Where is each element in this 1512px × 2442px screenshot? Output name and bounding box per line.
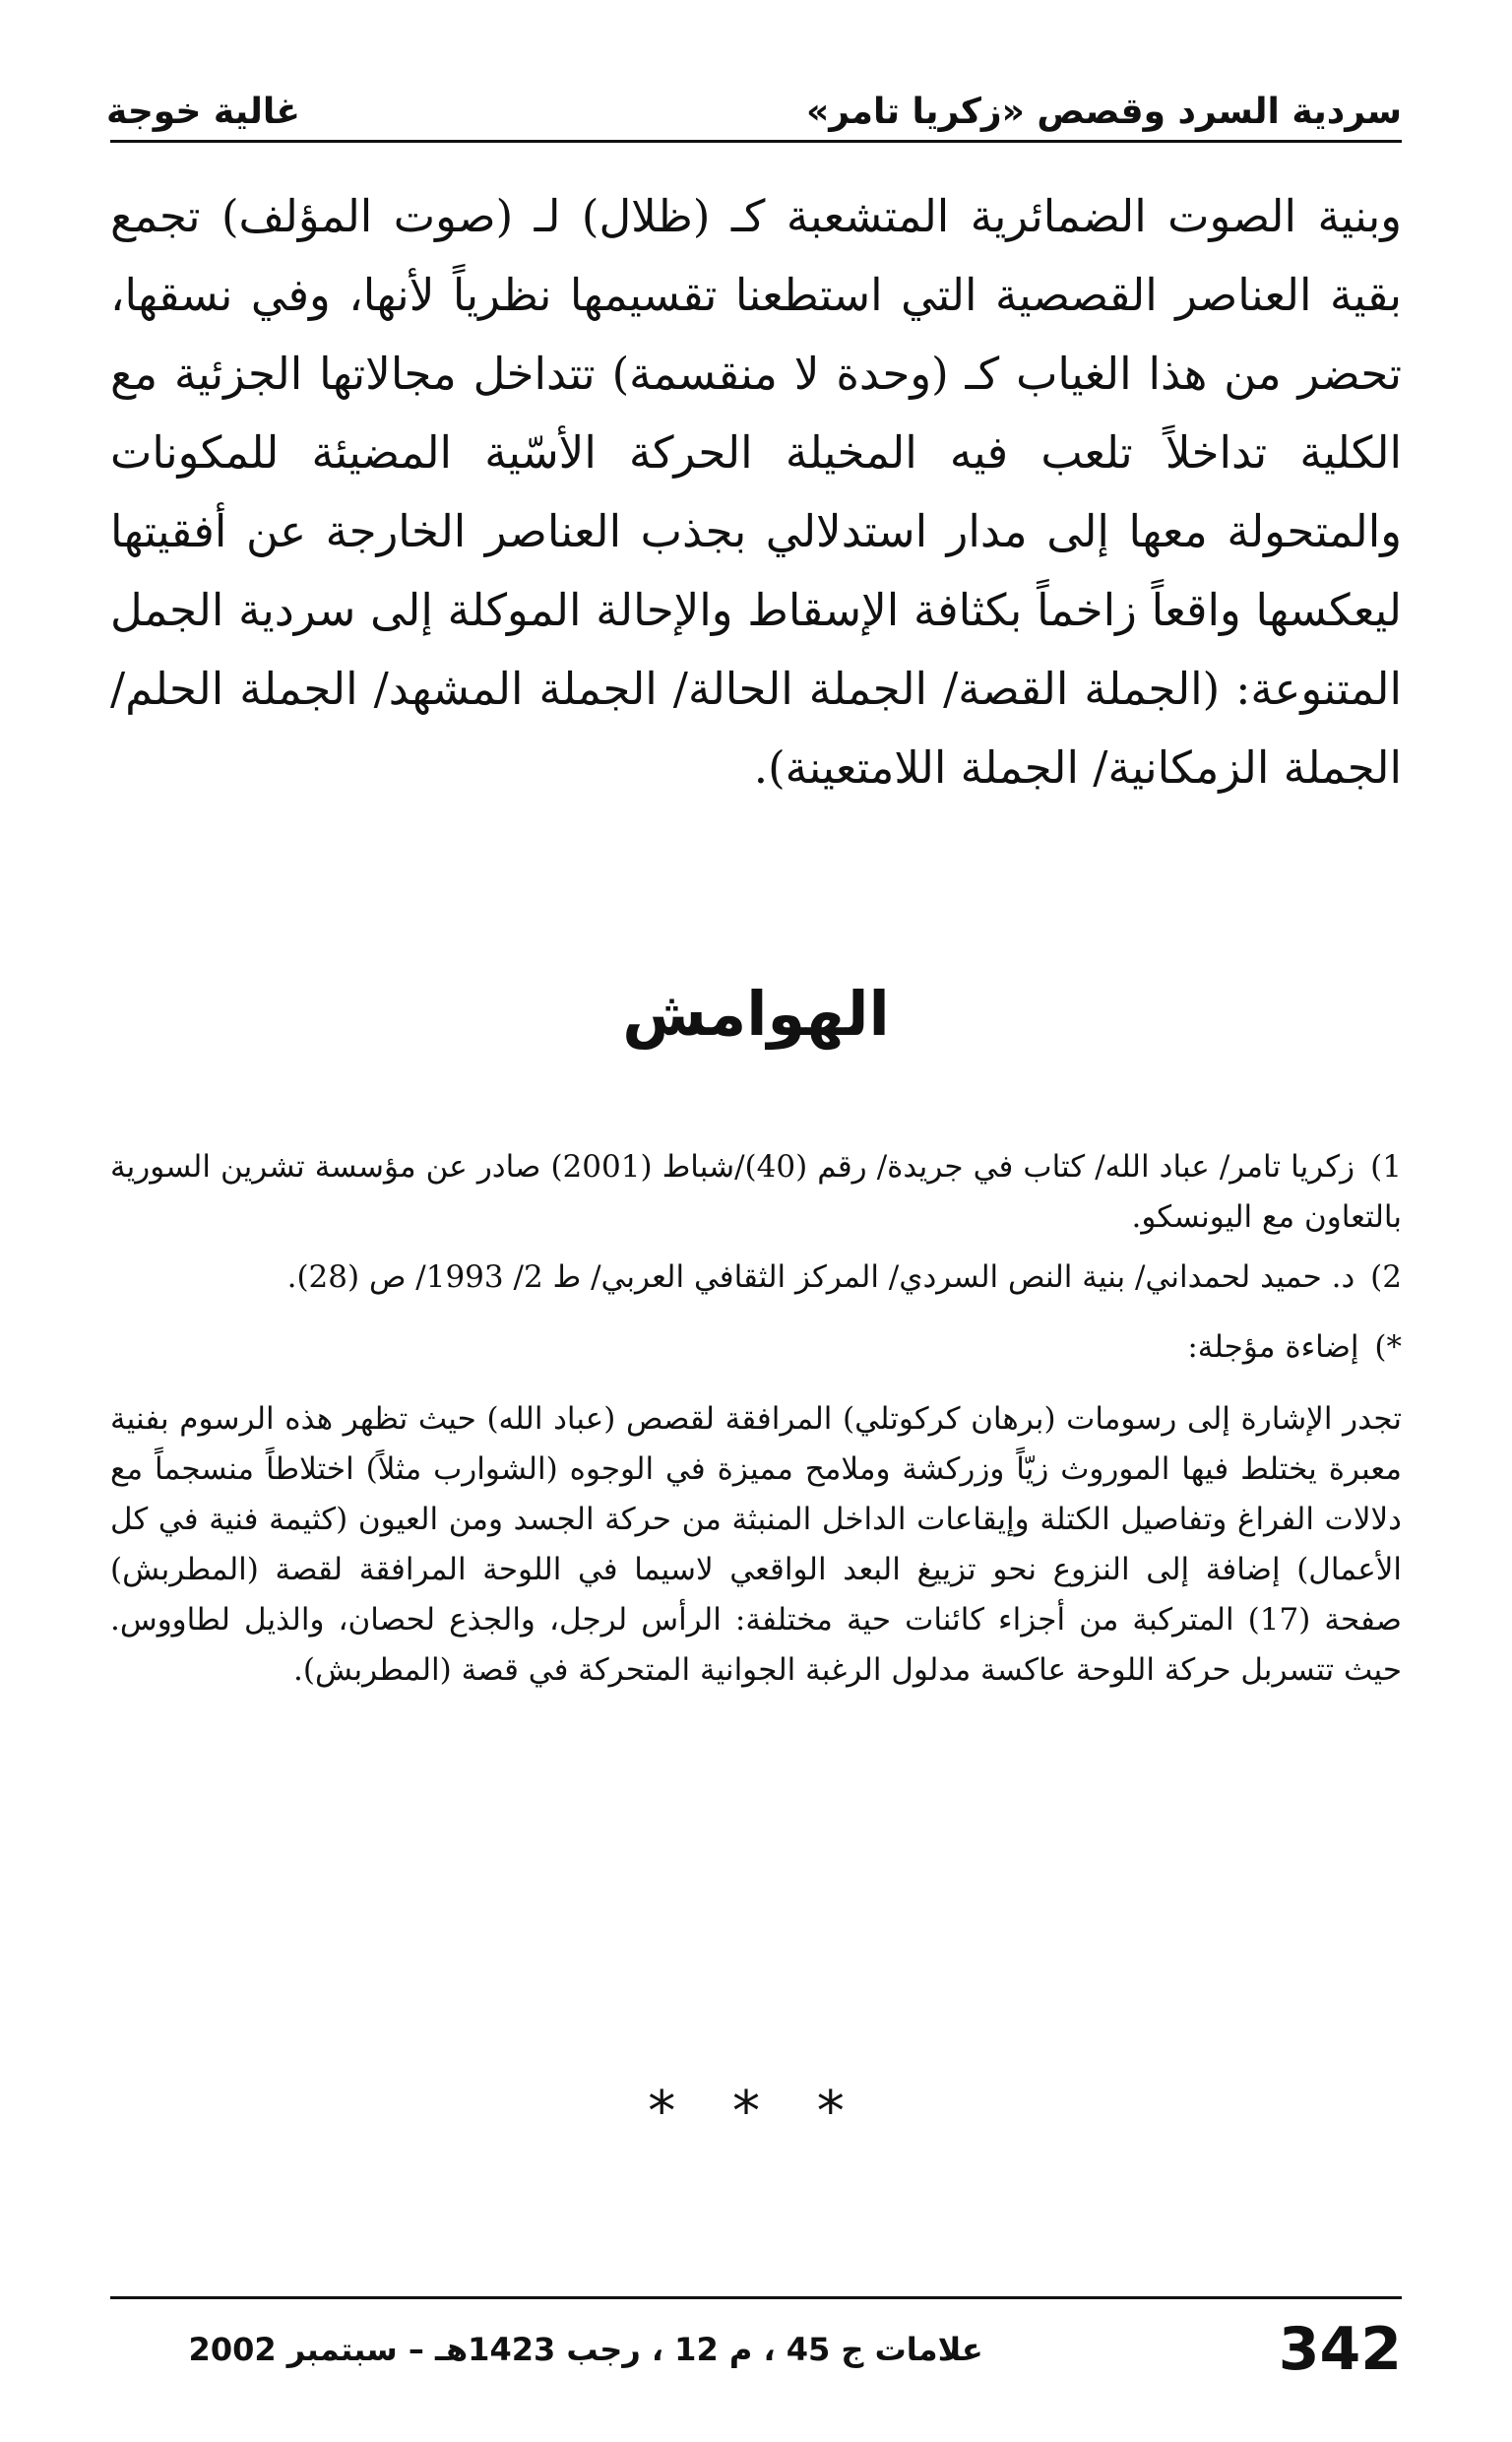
page-number: 342 <box>1278 2315 1402 2384</box>
note-item <box>110 1253 1402 1303</box>
note-number: 1) <box>1370 1149 1402 1185</box>
notes-section-title: الهوامش <box>622 978 890 1050</box>
running-author: غالية خوجة <box>106 92 300 133</box>
addendum-label: إضاءة مؤجلة: <box>1187 1329 1359 1365</box>
footer-rule <box>110 2296 1402 2299</box>
header-rule <box>110 140 1402 143</box>
body-text <box>110 177 1402 807</box>
note-text: د. حميد لحمداني/ بنية النص السردي/ المركز الثقافي العربي/ ط 2/ 1993/ ص (28). <box>286 1259 1355 1295</box>
note-number: 2) <box>1370 1259 1402 1295</box>
addendum-star: *) <box>1374 1329 1402 1365</box>
note-text: زكريا تامر/ عباد الله/ كتاب في جريدة/ رقم (40)/شباط (2001) صادر عن مؤسسة تشرين السورية بالتعاون مع اليونسكو. <box>110 1149 1402 1235</box>
page-footer <box>110 2310 1402 2389</box>
journal-citation: علامات ج 45 ، م 12 ، رجب 1423هـ – سبتمبر 2002 <box>188 2331 983 2368</box>
running-title: سردية السرد وقصص «زكريا تامر» <box>806 92 1402 133</box>
notes-list <box>110 1142 1402 1696</box>
running-head <box>106 63 1402 132</box>
addendum-heading <box>110 1322 1402 1373</box>
addendum-text: تجدر الإشارة إلى رسومات (برهان كركوتلي) المرافقة لقصص (عباد الله) حيث تظهر هذه الرسوم بفنية معبرة يختلط فيها الموروث زيّاً وزركشة وملامح مميزة في الوجوه (الشوارب مثلاً) اختلاطاً منسجماً مع دلالات الفراغ وتفاصيل الكتلة وإيقاعات الداخل المنبثة من حركة الجسد ومن العيون (كثيمة فنية في كل الأعمال) إضافة إلى النزوع نحو تزييغ البعد الواقعي لاسيما في اللوحة المرافقة لقصة (المطربش) صفحة (17) المتركبة من أجزاء كائنات حية مختلفة: الرأس لرجل، والجذع لحصان، والذيل لطاووس. حيث تتسربل حركة اللوحة عاكسة مدلول الرغبة الجوانية المتحركة في قصة (المطربش). <box>110 1401 1402 1688</box>
section-separator: * * * <box>648 2080 864 2144</box>
note-item <box>110 1142 1402 1243</box>
body-paragraph: وبنية الصوت الضمائرية المتشعبة كـ (ظلال) لـ (صوت المؤلف) تجمع بقية العناصر القصصية التي استطعنا تقسيمها نظرياً لأنها، وفي نسقها، تحضر من هذا الغياب كـ (وحدة لا منقسمة) تتداخل مجالاتها الجزئية مع الكلية تداخلاً تلعب فيه المخيلة الحركة الأسّية المضيئة للمكونات والمتحولة معها إلى مدار استدلالي بجذب العناصر الخارجة عن أفقيتها ليعكسها واقعاً زاخماً بكثافة الإسقاط والإحالة الموكلة إلى سردية الجمل المتنوعة: (الجملة القصة/ الجملة الحالة/ الجملة المشهد/ الجملة الحلم/ الجملة الزمكانية/ الجملة اللامتعينة). <box>110 190 1402 794</box>
